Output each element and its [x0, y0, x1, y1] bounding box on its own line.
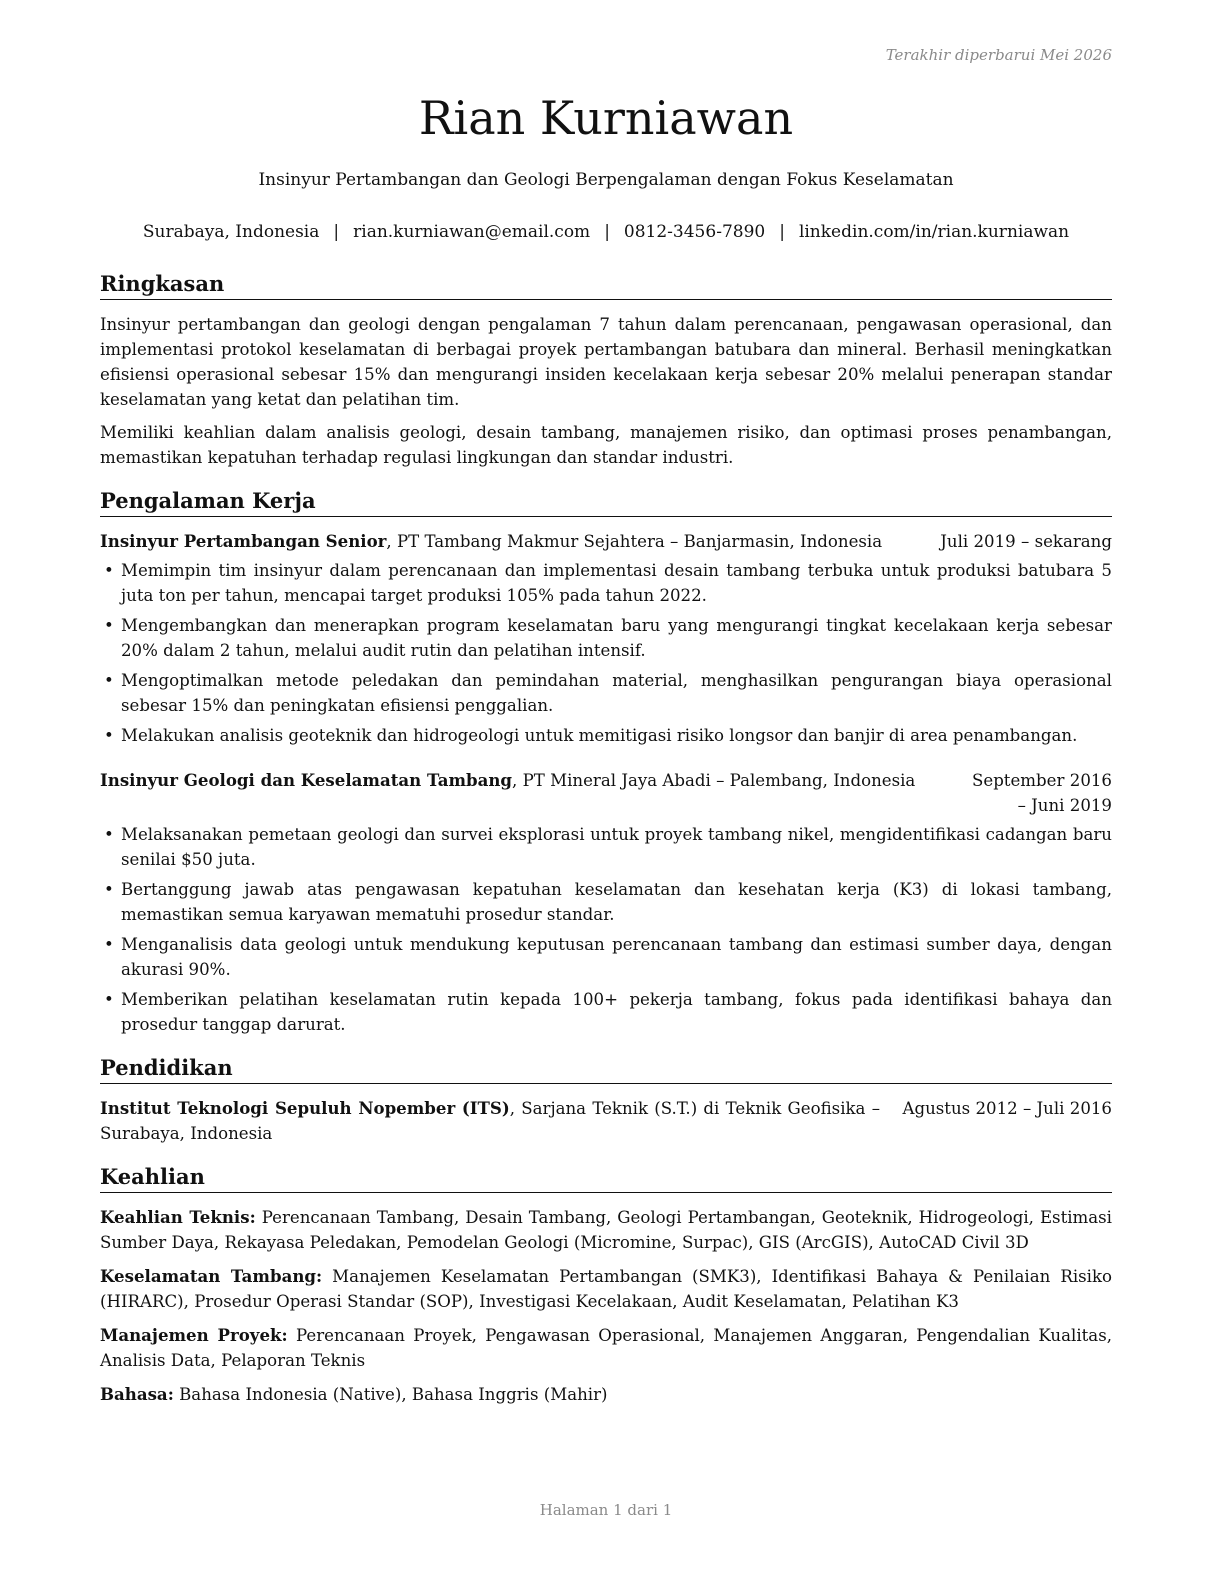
resume-page [100, 0, 1112, 1584]
summary-paragraph: Insinyur pertambangan dan geologi dengan pengalaman 7 tahun dalam perencanaan, pengawasan operasional, dan implementasi protokol keselamatan di berbagai proyek pertambangan batubara dan mineral. Berhasil meningkatkan efisiensi operasional sebesar 15% dan mengurangi insiden kecelakaan kerja sebesar 20% melalui penerapan standar keselamatan yang ketat dan pelatihan tim. [100, 315, 1112, 409]
education-entry [100, 1096, 1112, 1146]
skill-group [100, 1323, 1112, 1373]
skill-label: Bahasa: [100, 1384, 174, 1404]
job-entry [100, 768, 1112, 1037]
page-number-footer: Halaman 1 dari 1 [539, 1501, 673, 1519]
contact-separator: | [604, 222, 610, 242]
list-item [100, 822, 1112, 872]
job-company: , PT Tambang Makmur Sejahtera – Banjarmasin, Indonesia [386, 532, 883, 551]
skill-group [100, 1205, 1112, 1255]
section-title-education: Pendidikan [100, 1054, 1112, 1084]
summary-paragraph: Memiliki keahlian dalam analisis geologi, desain tambang, manajemen risiko, dan optimasi proses penambangan, memastikan kepatuhan terhadap regulasi lingkungan dan standar industri. [100, 423, 1112, 467]
summary-section [100, 270, 1112, 470]
job-dates: Juli 2019 – sekarang [940, 532, 1112, 551]
list-item [100, 932, 1112, 982]
list-item [100, 613, 1112, 663]
bullet-icon: • [104, 616, 114, 635]
contact-email[interactable]: rian.kurniawan@email.com [353, 222, 591, 242]
candidate-tagline: Insinyur Pertambangan dan Geologi Berpengalaman dengan Fokus Keselamatan [258, 170, 954, 190]
skill-label: Keahlian Teknis: [100, 1207, 256, 1227]
contact-separator: | [333, 222, 340, 242]
skills-section [100, 1163, 1112, 1407]
job-dates: September 2016 – Juni 2019 [972, 771, 1112, 815]
job-bullets [100, 558, 1112, 748]
skill-label: Keselamatan Tambang: [100, 1266, 323, 1286]
list-item [100, 558, 1112, 608]
job-role: Insinyur Pertambangan Senior [100, 531, 387, 551]
resume-content [100, 270, 1112, 1424]
bullet-text: Melaksanakan pemetaan geologi dan survei eksplorasi untuk proyek tambang nikel, mengidentifikasi cadangan baru senilai $50 juta. [121, 825, 1112, 869]
job-company: , PT Mineral Jaya Abadi – Palembang, Indonesia [512, 771, 916, 790]
bullet-text: Bertanggung jawab atas pengawasan kepatuhan keselamatan dan kesehatan kerja (K3) di lokasi tambang, memastikan semua karyawan mematuhi prosedur standar. [121, 880, 1112, 924]
education-school: Institut Teknologi Sepuluh Nopember (ITS) [100, 1098, 510, 1118]
bullet-icon: • [104, 880, 114, 899]
job-title-line [100, 529, 920, 554]
skill-text: Perencanaan Proyek, Pengawasan Operasional, Manajemen Anggaran, Pengendalian Kualitas, Analisis Data, Pelaporan Teknis [100, 1326, 1112, 1370]
job-title-line [100, 768, 968, 793]
candidate-name: Rian Kurniawan [418, 91, 794, 145]
skill-label: Manajemen Proyek: [100, 1325, 288, 1345]
education-title-line [100, 1096, 880, 1146]
contact-separator: | [779, 222, 785, 242]
bullet-text: Menganalisis data geologi untuk mendukung keputusan perencanaan tambang dan estimasi sumber daya, dengan akurasi 90%. [121, 935, 1112, 979]
bullet-text: Melakukan analisis geoteknik dan hidrogeologi untuk memitigasi risiko longsor dan banjir di area penambangan. [121, 726, 1078, 745]
bullet-text: Memimpin tim insinyur dalam perencanaan dan implementasi desain tambang terbuka untuk produksi batubara 5 juta ton per tahun, mencapai target produksi 105% pada tahun 2022. [121, 561, 1112, 605]
skill-group [100, 1264, 1112, 1314]
bullet-icon: • [104, 825, 114, 844]
contact-linkedin[interactable]: linkedin.com/in/rian.kurniawan [798, 222, 1070, 242]
bullet-icon: • [104, 935, 114, 954]
experience-section [100, 487, 1112, 1037]
job-bullets [100, 822, 1112, 1037]
skill-text: Bahasa Indonesia (Native), Bahasa Inggris (Mahir) [173, 1385, 608, 1404]
bullet-icon: • [104, 726, 114, 745]
education-dates: Agustus 2012 – Juli 2016 [902, 1099, 1112, 1118]
bullet-text: Memberikan pelatihan keselamatan rutin kepada 100+ pekerja tambang, fokus pada identifikasi bahaya dan prosedur tanggap darurat. [121, 990, 1112, 1034]
job-header [100, 768, 1112, 818]
skill-text: Manajemen Keselamatan Pertambangan (SMK3), Identifikasi Bahaya & Penilaian Risiko (HIRARC), Prosedur Operasi Standar (SOP), Investigasi Kecelakaan, Audit Keselamatan, Pelatihan K3 [100, 1267, 1113, 1311]
section-title-skills: Keahlian [100, 1163, 1112, 1193]
last-updated-note: Terakhir diperbarui Mei 2026 [885, 46, 1112, 64]
list-item [100, 877, 1112, 927]
contact-line [100, 220, 1112, 244]
section-title-summary: Ringkasan [100, 270, 1112, 300]
list-item [100, 723, 1112, 748]
skill-group [100, 1382, 1112, 1407]
job-header [100, 529, 1112, 554]
education-detail: , Sarjana Teknik (S.T.) di Teknik Geofisika – Surabaya, Indonesia [100, 1099, 880, 1143]
bullet-icon: • [104, 561, 114, 580]
bullet-text: Mengembangkan dan menerapkan program keselamatan baru yang mengurangi tingkat kecelakaan kerja sebesar 20% dalam 2 tahun, melalui audit rutin dan pelatihan intensif. [121, 616, 1112, 660]
skill-text: Perencanaan Tambang, Desain Tambang, Geologi Pertambangan, Geoteknik, Hidrogeologi, Estimasi Sumber Daya, Rekayasa Peledakan, Pemodelan Geologi (Micromine, Surpac), GIS (ArcGIS), AutoCAD Civil 3D [100, 1208, 1112, 1252]
bullet-icon: • [104, 990, 114, 1009]
bullet-icon: • [104, 671, 114, 690]
job-role: Insinyur Geologi dan Keselamatan Tambang [100, 770, 513, 790]
job-entry [100, 529, 1112, 748]
contact-phone: 0812-3456-7890 [623, 222, 766, 242]
list-item [100, 668, 1112, 718]
section-title-experience: Pengalaman Kerja [100, 487, 1112, 517]
list-item [100, 987, 1112, 1037]
bullet-text: Mengoptimalkan metode peledakan dan pemindahan material, menghasilkan pengurangan biaya operasional sebesar 15% dan peningkatan efisiensi penggalian. [121, 671, 1112, 715]
contact-location: Surabaya, Indonesia [142, 222, 320, 242]
education-section [100, 1054, 1112, 1146]
